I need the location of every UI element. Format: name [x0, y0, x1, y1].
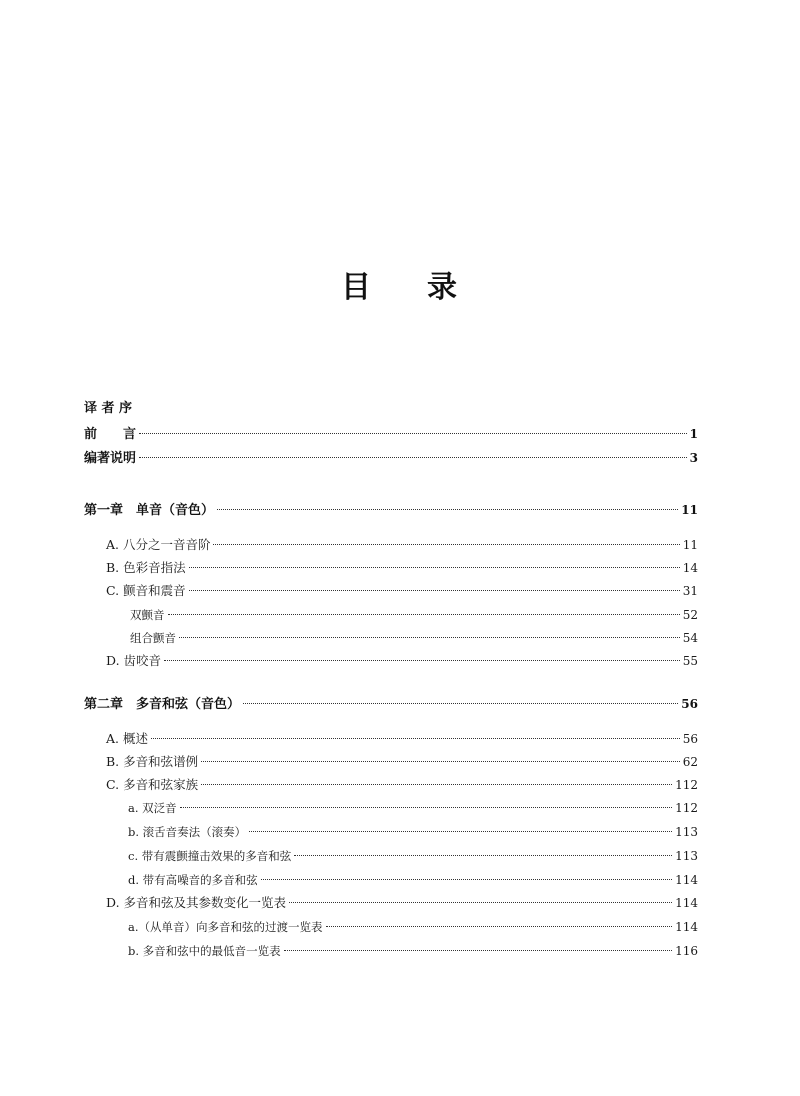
leader-dots: [139, 456, 687, 458]
toc-entry[interactable]: [106, 751, 698, 773]
leader-dots: [213, 543, 679, 545]
toc-entry-page: 114: [675, 920, 698, 934]
leader-dots: [139, 432, 687, 434]
toc-entry[interactable]: [128, 821, 698, 843]
toc-entry-page: 56: [682, 732, 698, 746]
toc-entry-page: 1: [689, 427, 698, 441]
toc-entry[interactable]: [128, 797, 698, 819]
toc-entry-label: 双颤音: [130, 608, 165, 622]
leader-dots: [217, 508, 678, 510]
toc-entry[interactable]: [128, 916, 698, 938]
toc-entry[interactable]: [106, 580, 698, 602]
toc-entry-label: 第一章 单音（音色）: [84, 503, 215, 518]
toc-entry-translator-preface[interactable]: [84, 398, 698, 420]
toc-entry[interactable]: [128, 940, 698, 962]
toc-entry-label: B. 多音和弦谱例: [106, 754, 199, 769]
leader-dots: [294, 854, 672, 856]
toc-entry-label: a. 双泛音: [128, 801, 177, 815]
toc-entry-page: 113: [675, 849, 698, 863]
toc-entry-page: 113: [675, 825, 698, 839]
leader-dots: [261, 878, 672, 880]
toc-entry-label: D. 多音和弦及其参数变化一览表: [106, 895, 287, 910]
toc-entry-label: C. 颤音和震音: [106, 583, 186, 598]
leader-dots: [189, 566, 680, 568]
title-char-2: 录: [427, 270, 459, 305]
toc-entry-page: 54: [682, 631, 698, 645]
toc-entry-page: 114: [675, 896, 698, 910]
toc-entry-page: 11: [682, 538, 698, 552]
toc-entry-label: 前 言: [84, 427, 137, 442]
leader-dots: [201, 783, 672, 785]
toc-entry-page: 55: [682, 654, 698, 668]
toc-entry-label: d. 带有高噪音的多音和弦: [128, 873, 258, 887]
toc-entry[interactable]: [106, 892, 698, 914]
toc-entry-page: 11: [681, 503, 698, 517]
toc-entry-page: 112: [675, 778, 698, 792]
toc-entry[interactable]: [106, 534, 698, 556]
page-title: [0, 262, 800, 306]
toc-entry-label: A. 八分之一音音阶: [106, 537, 211, 552]
leader-dots: [164, 659, 680, 661]
toc-entry[interactable]: [106, 650, 698, 672]
toc-entry-label: 译 者 序: [84, 401, 133, 416]
toc-chapter-2[interactable]: [84, 693, 698, 715]
toc-entry-label: D. 齿咬音: [106, 653, 162, 668]
toc-entry-preface[interactable]: [84, 423, 698, 445]
toc-entry[interactable]: [106, 774, 698, 796]
toc-entry-label: A. 概述: [106, 731, 148, 746]
toc-entry-label: C. 多音和弦家族: [106, 777, 199, 792]
leader-dots: [168, 613, 680, 615]
toc-entry-page: 112: [675, 801, 698, 815]
title-char-1: 目: [341, 270, 373, 305]
leader-dots: [180, 806, 672, 808]
toc-entry-label: B. 色彩音指法: [106, 560, 186, 575]
toc-entry-label: a.（从单音）向多音和弦的过渡一览表: [128, 920, 323, 934]
toc-chapter-1[interactable]: [84, 499, 698, 521]
leader-dots: [284, 949, 672, 951]
toc-entry-editor-notes[interactable]: [84, 447, 698, 469]
toc-entry-label: c. 带有震颤撞击效果的多音和弦: [128, 849, 292, 863]
toc-entry-page: 14: [682, 561, 698, 575]
toc-entry[interactable]: [106, 557, 698, 579]
toc-entry[interactable]: [130, 604, 698, 626]
toc-entry-page: 116: [675, 944, 698, 958]
leader-dots: [179, 636, 680, 638]
toc-entry-label: 编著说明: [84, 451, 137, 466]
toc-entry-label: 组合颤音: [130, 631, 176, 645]
leader-dots: [151, 737, 680, 739]
leader-dots: [289, 901, 672, 903]
toc-entry[interactable]: [128, 845, 698, 867]
toc-entry-page: 62: [682, 755, 698, 769]
toc-entry-label: 第二章 多音和弦（音色）: [84, 697, 241, 712]
toc-entry-page: 114: [675, 873, 698, 887]
leader-dots: [249, 830, 672, 832]
toc-entry[interactable]: [130, 627, 698, 649]
toc-entry[interactable]: [106, 728, 698, 750]
toc-entry-page: 56: [681, 697, 698, 711]
leader-dots: [189, 589, 680, 591]
toc-entry-label: b. 滚舌音奏法（滚奏）: [128, 825, 247, 839]
toc-entry-page: 3: [689, 451, 698, 465]
leader-dots: [326, 925, 673, 927]
toc-entry-label: b. 多音和弦中的最低音一览表: [128, 944, 281, 958]
leader-dots: [201, 760, 680, 762]
toc-entry[interactable]: [128, 869, 698, 891]
toc-entry-page: 52: [682, 608, 698, 622]
leader-dots: [243, 702, 678, 704]
toc-entry-page: 31: [682, 584, 698, 598]
